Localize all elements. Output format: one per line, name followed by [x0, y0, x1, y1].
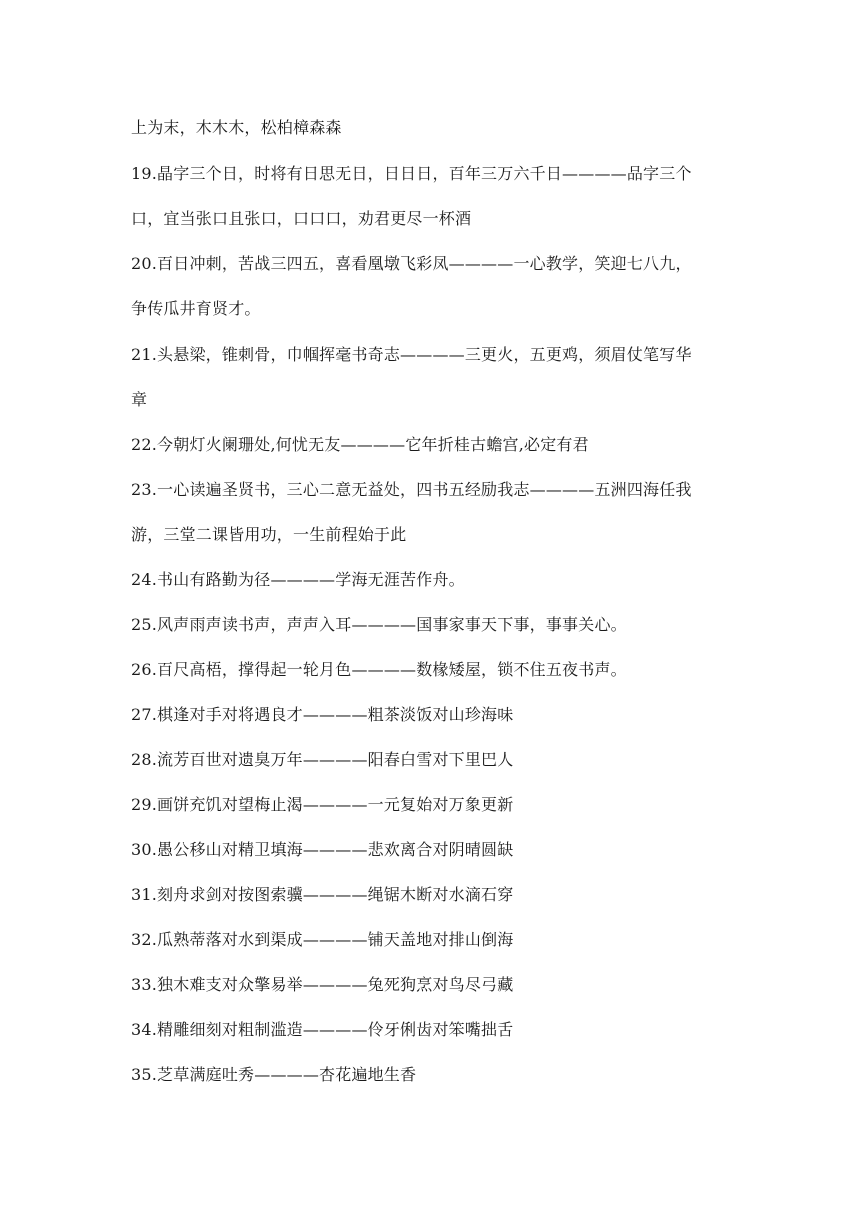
text-line: 21.头悬梁，锥刺骨，巾帼挥毫书奇志————三更火，五更鸡，须眉仗笔写华	[131, 345, 692, 364]
text-line: 上为末，木木木，松柏樟森森	[131, 118, 342, 137]
text-line: 19.晶字三个日，时将有日思无日，日日日，百年三万六千日————品字三个	[131, 164, 692, 183]
text-line: 28.流芳百世对遗臭万年————阳春白雪对下里巴人	[131, 750, 514, 769]
text-line: 35.芝草满庭吐秀————杏花遍地生香	[131, 1065, 417, 1084]
text-line: 22.今朝灯火阑珊处,何忧无友————它年折桂古蟾宫,必定有君	[131, 435, 589, 454]
text-line: 章	[131, 390, 148, 409]
text-line: 27.棋逢对手对将遇良才————粗茶淡饭对山珍海味	[131, 705, 514, 724]
text-line: 31.刻舟求剑对按图索骥————绳锯木断对水滴石穿	[131, 885, 514, 904]
text-line: 30.愚公移山对精卫填海————悲欢离合对阴晴圆缺	[131, 840, 514, 859]
text-line: 20.百日冲刺，苦战三四五，喜看凰墩飞彩凤————一心教学，笑迎七八九，	[131, 254, 692, 273]
text-line: 23.一心读遍圣贤书，三心二意无益处，四书五经励我志————五洲四海任我	[131, 480, 692, 499]
text-line: 25.风声雨声读书声，声声入耳————国事家事天下事，事事关心。	[131, 615, 627, 634]
text-line: 争传瓜井育贤才。	[131, 299, 261, 318]
text-line: 34.精雕细刻对粗制滥造————伶牙俐齿对笨嘴拙舌	[131, 1020, 514, 1039]
text-line: 游，三堂二课皆用功，一生前程始于此	[131, 525, 407, 544]
text-line: 26.百尺高梧，撑得起一轮月色————数椽矮屋，锁不住五夜书声。	[131, 660, 627, 679]
text-line: 24.书山有路勤为径————学海无涯苦作舟。	[131, 570, 465, 589]
text-line: 32.瓜熟蒂落对水到渠成————铺天盖地对排山倒海	[131, 930, 514, 949]
text-line: 33.独木难支对众擎易举————兔死狗烹对鸟尽弓藏	[131, 975, 514, 994]
text-line: 口，宜当张口且张口，口口口，劝君更尽一杯酒	[131, 209, 472, 228]
text-line: 29.画饼充饥对望梅止渴————一元复始对万象更新	[131, 795, 514, 814]
